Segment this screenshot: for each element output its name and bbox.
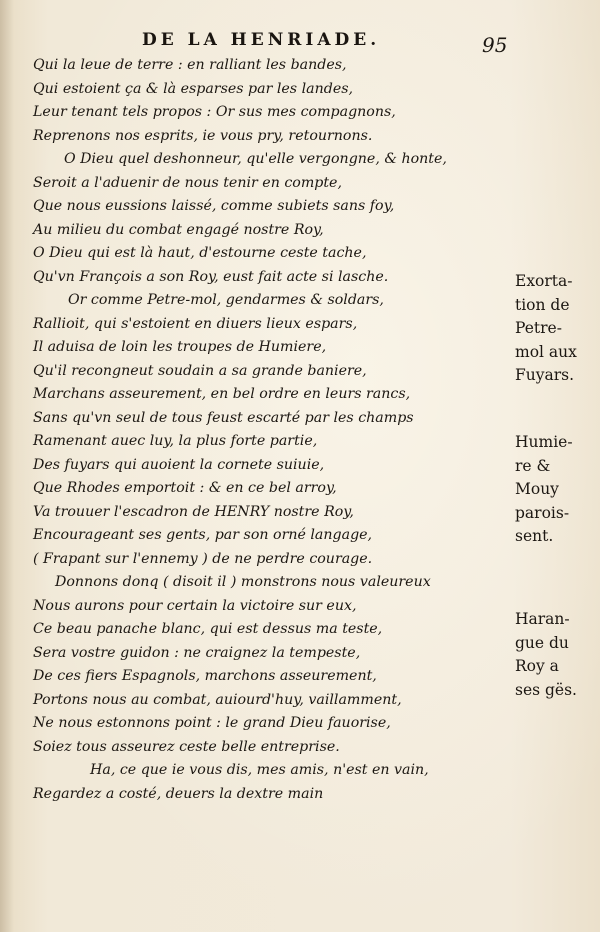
verse-line: Qu'vn François a son Roy, eust fait acte si lasche. <box>33 268 389 285</box>
margin-note-line: Roy a <box>515 657 559 675</box>
verse-line: Soiez tous asseurez ceste belle entreprise. <box>33 738 340 755</box>
page-number: 95 <box>482 33 508 57</box>
verse-line: Des fuyars qui auoient la cornete suiuie, <box>33 456 325 473</box>
margin-note-line: gue du <box>515 633 569 652</box>
verse-line: Regardez a costé, deuers la dextre main <box>33 785 324 802</box>
margin-note-line: parois- <box>515 503 570 522</box>
verse-line: O Dieu qui est là haut, d'estourne ceste tache, <box>33 245 367 261</box>
verse-line: ( Frapant sur l'ennemy ) de ne perdre courage. <box>33 550 373 567</box>
verse-line: Qu'il recongneut soudain a sa grande baniere, <box>33 362 367 379</box>
verse-line: Portons nous au combat, auiourd'huy, vaillamment, <box>33 691 402 708</box>
margin-note-line: mol aux <box>515 342 577 361</box>
verse-line: Nous aurons pour certain la victoire sur eux, <box>33 597 357 614</box>
verse-line: De ces fiers Espagnols, marchons asseurement, <box>33 668 377 684</box>
verse-line: Ramenant auec luy, la plus forte partie, <box>33 433 318 449</box>
verse-line: Au milieu du combat engagé nostre Roy, <box>33 221 324 238</box>
margin-note-line: tion de <box>515 295 570 314</box>
margin-note-line: Exorta- <box>515 272 573 290</box>
margin-note-line: sent. <box>515 527 554 545</box>
verse-line: Il aduisa de loin les troupes de Humiere, <box>33 339 327 355</box>
verse-block <box>33 54 493 806</box>
margin-note-line: Humie- <box>515 433 573 451</box>
verse-line: Leur tenant tels propos : Or sus mes compagnons, <box>33 104 396 120</box>
verse-line: Sans qu'vn seul de tous feust escarté par les champs <box>33 409 414 426</box>
verse-line: Que nous eussions laissé, comme subiets sans foy, <box>33 198 395 214</box>
verse-line: Encourageant ses gents, par son orné langage, <box>33 527 373 543</box>
verse-line: Or comme Petre-mol, gendarmes & soldars, <box>68 292 384 308</box>
verse-line: Qui la leue de terre : en ralliant les bandes, <box>33 57 347 73</box>
verse-line: Que Rhodes emportoit : & en ce bel arroy, <box>33 480 337 496</box>
verse-line: Qui estoient ça & là esparses par les landes, <box>33 80 354 97</box>
margin-note-line: Haran- <box>515 610 570 628</box>
verse-line: O Dieu quel deshonneur, qu'elle vergongne, & honte, <box>64 151 447 167</box>
verse-line: Ce beau panache blanc, qui est dessus ma teste, <box>33 621 383 637</box>
verse-line: Ne nous estonnons point : le grand Dieu fauorise, <box>33 715 391 731</box>
margin-note-line: ses gës. <box>515 680 577 699</box>
verse-line: Reprenons nos esprits, ie vous pry, retournons. <box>33 127 373 144</box>
verse-line: Va trouuer l'escadron de HENRY nostre Roy, <box>33 503 354 520</box>
margin-note-line: Mouy <box>515 480 559 498</box>
running-title: DE LA HENRIADE. <box>142 30 381 50</box>
margin-note-line: re & <box>515 456 551 475</box>
verse-line: Donnons donq ( disoit il ) monstrons nous valeureux <box>55 574 431 590</box>
verse-line: Seroit a l'aduenir de nous tenir en compte, <box>33 174 342 191</box>
margin-note-line: Petre- <box>515 319 562 337</box>
verse-line: Marchans asseurement, en bel ordre en leurs rancs, <box>33 386 411 402</box>
verse-line: Ha, ce que ie vous dis, mes amis, n'est en vain, <box>90 762 429 778</box>
verse-line: Sera vostre guidon : ne craignez la tempeste, <box>33 644 361 661</box>
margin-note-humiere <box>515 431 573 549</box>
margin-note-line: Fuyars. <box>515 366 575 384</box>
verse-line: Rallioit, qui s'estoient en diuers lieux espars, <box>33 315 358 332</box>
margin-note-harangue <box>515 608 577 702</box>
margin-note-exhortation <box>515 270 577 388</box>
